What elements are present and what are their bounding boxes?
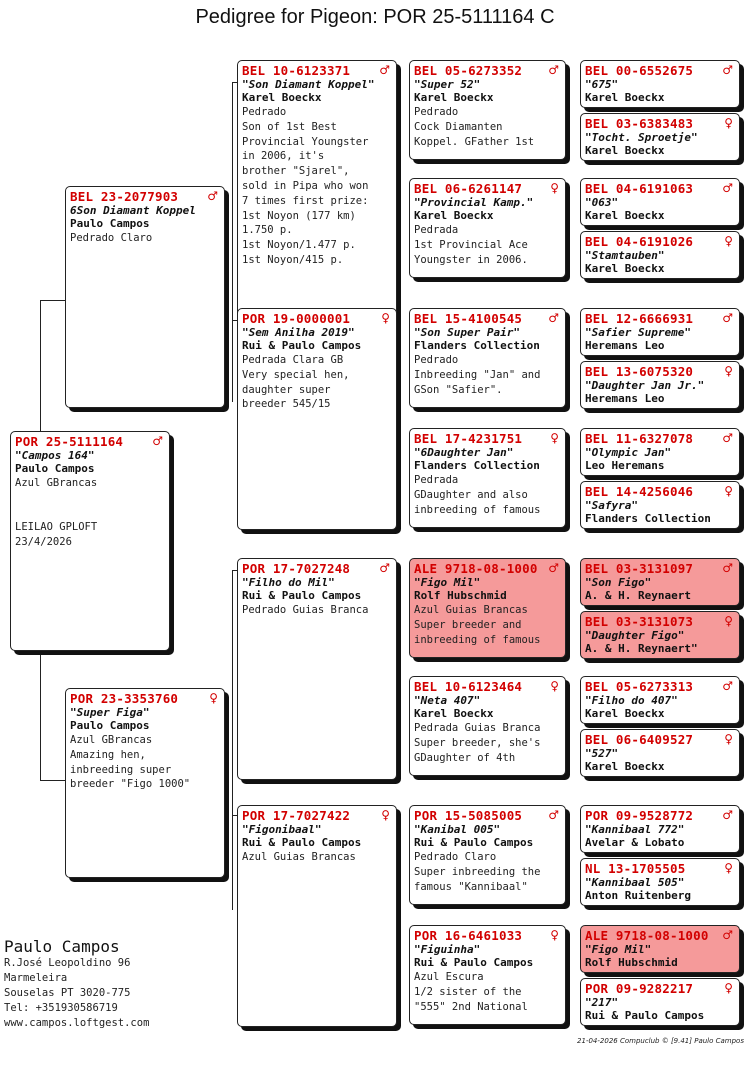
female-sex-icon: ♀ (724, 484, 733, 498)
female-sex-icon: ♀ (381, 311, 390, 325)
ring-number: ALE 9718-08-1000 (585, 928, 709, 943)
pigeon-name: "527" (585, 747, 619, 760)
pigeon-description: Pedrado Cock Diamanten Koppel. GFather 1st (414, 106, 535, 148)
pigeon-description: Pedrada Guias Branca Super breeder, she's GDaughter of 4th (414, 722, 541, 764)
connector-line (40, 300, 65, 301)
male-sex-icon: ♂ (722, 808, 733, 822)
female-sex-icon: ♀ (724, 614, 733, 628)
owner-name: Paulo Campos (70, 719, 150, 732)
pigeon-name: "Figonibaal" (242, 823, 322, 836)
ring-number: BEL 03-3131097 (585, 561, 694, 576)
owner-name: Heremans Leo (585, 339, 665, 352)
pigeon-description: Pedrada Clara GB Very special hen, daughter super breeder 545/15 (242, 354, 350, 411)
ring-number: BEL 05-6273352 (414, 63, 523, 78)
female-sex-icon: ♀ (550, 679, 559, 693)
owner-name: Flanders Collection (414, 459, 540, 472)
pedigree-card-gen4-4[interactable] (409, 558, 566, 658)
ring-number: POR 23-3353760 (70, 691, 179, 706)
pigeon-name: "217" (585, 996, 619, 1009)
female-sex-icon: ♀ (724, 364, 733, 378)
male-sex-icon: ♂ (722, 431, 733, 445)
pigeon-name: "063" (585, 196, 619, 209)
pedigree-card-gen5-1[interactable] (580, 113, 740, 161)
ring-number: POR 15-5085005 (414, 808, 523, 823)
female-sex-icon: ♀ (724, 981, 733, 995)
pigeon-name: "Sem Anilha 2019" (242, 326, 355, 339)
female-sex-icon: ♀ (724, 732, 733, 746)
pedigree-card-dam[interactable] (65, 688, 225, 878)
ring-number: POR 25-5111164 (15, 434, 124, 449)
footer-credit: 21-04-2026 Compuclub © [9.41] Paulo Campos (577, 1037, 744, 1045)
ring-number: BEL 04-6191026 (585, 234, 694, 249)
ring-number: POR 09-9282217 (585, 981, 694, 996)
sender-address-line: Souselas PT 3020-775 (4, 987, 131, 999)
pigeon-description: Azul GBrancas Amazing hen, inbreeding super breeder "Figo 1000" (70, 734, 191, 791)
pigeon-name: "Safyra" (585, 499, 638, 512)
owner-name: Karel Boeckx (585, 262, 665, 275)
male-sex-icon: ♂ (379, 63, 390, 77)
ring-number: POR 17-7027248 (242, 561, 351, 576)
owner-name: Paulo Campos (15, 462, 95, 475)
pigeon-name: "Son Figo" (585, 576, 652, 589)
owner-name: Paulo Campos (70, 217, 150, 230)
sender-phone: Tel: +351930586719 (4, 1002, 118, 1014)
pigeon-description: Pedrado Claro Super inbreeding the famous "Kannibaal" (414, 851, 541, 893)
ring-number: POR 17-7027422 (242, 808, 351, 823)
pedigree-card-subject[interactable] (10, 431, 170, 651)
pigeon-name: "Safier Supreme" (585, 326, 691, 339)
connector-line (232, 82, 233, 402)
male-sex-icon: ♂ (207, 189, 218, 203)
sender-name: Paulo Campos (4, 937, 120, 956)
pedigree-card-gen5-9[interactable] (580, 611, 740, 659)
pigeon-description: Azul Guias Brancas (242, 851, 356, 863)
ring-number: BEL 03-3131073 (585, 614, 694, 629)
pigeon-description: Pedrado Claro (70, 232, 153, 244)
pedigree-card-gen5-15[interactable] (580, 978, 740, 1026)
male-sex-icon: ♂ (722, 928, 733, 942)
pigeon-name: "Tocht. Sproetje" (585, 131, 698, 144)
female-sex-icon: ♀ (724, 116, 733, 130)
pedigree-card-sire[interactable] (65, 186, 225, 408)
connector-line (40, 780, 65, 781)
pigeon-name: "Figo Mil" (585, 943, 652, 956)
ring-number: BEL 10-6123371 (242, 63, 351, 78)
pedigree-card-gen3-1[interactable] (237, 308, 397, 530)
ring-number: POR 19-0000001 (242, 311, 351, 326)
male-sex-icon: ♂ (722, 63, 733, 77)
male-sex-icon: ♂ (152, 434, 163, 448)
ring-number: BEL 12-6666931 (585, 311, 694, 326)
owner-name: Karel Boeckx (585, 760, 665, 773)
male-sex-icon: ♂ (548, 808, 559, 822)
ring-number: ALE 9718-08-1000 (414, 561, 538, 576)
pigeon-name: "Daughter Jan Jr." (585, 379, 705, 392)
ring-number: BEL 11-6327078 (585, 431, 694, 446)
male-sex-icon: ♂ (722, 679, 733, 693)
pedigree-card-gen4-5[interactable] (409, 676, 566, 776)
connector-line (232, 570, 233, 910)
female-sex-icon: ♀ (550, 431, 559, 445)
pedigree-card-gen5-8[interactable] (580, 558, 740, 606)
owner-name: Rolf Hubschmid (585, 956, 678, 969)
owner-name: Rui & Paulo Campos (585, 1009, 705, 1022)
pigeon-description: Azul Guias Brancas Super breeder and inbreeding of famous (414, 604, 541, 646)
sender-address-line: R.José Leopoldino 96 (4, 957, 131, 969)
owner-name: Rui & Paulo Campos (414, 956, 534, 969)
female-sex-icon: ♀ (381, 808, 390, 822)
owner-name: Karel Boeckx (585, 707, 665, 720)
ring-number: BEL 17-4231751 (414, 431, 523, 446)
pigeon-description: Azul GBrancas LEILAO GPLOFT 23/4/2026 (15, 477, 98, 549)
male-sex-icon: ♂ (722, 181, 733, 195)
pigeon-name: "Filho do Mil" (242, 576, 335, 589)
owner-name: Anton Ruitenberg (585, 889, 691, 902)
pedigree-card-gen5-3[interactable] (580, 231, 740, 279)
pigeon-name: "Neta 407" (414, 694, 481, 707)
pigeon-name: 6Son Diamant Koppel (70, 204, 196, 217)
ring-number: POR 09-9528772 (585, 808, 694, 823)
female-sex-icon: ♀ (209, 691, 218, 705)
pedigree-card-gen4-0[interactable] (409, 60, 566, 160)
pedigree-card-gen5-6[interactable] (580, 428, 740, 476)
male-sex-icon: ♂ (548, 561, 559, 575)
pedigree-card-gen5-7[interactable] (580, 481, 740, 529)
pedigree-card-gen3-2[interactable] (237, 558, 397, 780)
pedigree-card-gen5-13[interactable] (580, 858, 740, 906)
pedigree-card-gen4-7[interactable] (409, 925, 566, 1025)
pigeon-description: Pedrada 1st Provincial Ace Youngster in 2006. (414, 224, 528, 266)
pedigree-card-gen5-0[interactable] (580, 60, 740, 108)
pedigree-card-gen3-3[interactable] (237, 805, 397, 1027)
pigeon-description: Pedrada GDaughter and also inbreeding of famous (414, 474, 541, 516)
pigeon-description: Pedrado Son of 1st Best Provincial Youngster in 2006, it's brother "Sjarel", sold in Pipa who won 7 times first prize: 1st Noyon (177 km) 1.750 p. 1st Noyon/1.477 p. 1st Noyon/415 p. (242, 106, 369, 266)
pedigree-card-gen5-11[interactable] (580, 729, 740, 777)
sender-block (4, 938, 149, 1031)
ring-number: BEL 06-6409527 (585, 732, 694, 747)
male-sex-icon: ♂ (722, 561, 733, 575)
ring-number: BEL 10-6123464 (414, 679, 523, 694)
pedigree-card-gen5-14[interactable] (580, 925, 740, 973)
ring-number: BEL 05-6273313 (585, 679, 694, 694)
pedigree-card-gen4-2[interactable] (409, 308, 566, 408)
owner-name: Rolf Hubschmid (414, 589, 507, 602)
pedigree-card-gen5-10[interactable] (580, 676, 740, 724)
pigeon-name: "Kannibaal 505" (585, 876, 685, 889)
owner-name: Karel Boeckx (414, 91, 494, 104)
pedigree-card-gen4-6[interactable] (409, 805, 566, 905)
male-sex-icon: ♂ (722, 311, 733, 325)
female-sex-icon: ♀ (550, 928, 559, 942)
ring-number: BEL 23-2077903 (70, 189, 179, 204)
pigeon-name: "Super Figa" (70, 706, 150, 719)
owner-name: Heremans Leo (585, 392, 665, 405)
pigeon-name: "Kanibal 005" (414, 823, 501, 836)
pigeon-name: "Figo Mil" (414, 576, 481, 589)
owner-name: A. & H. Reynaert" (585, 642, 698, 655)
pigeon-description: Pedrado Guias Branca (242, 604, 369, 616)
pigeon-name: "Stamtauben" (585, 249, 665, 262)
pedigree-card-gen5-4[interactable] (580, 308, 740, 356)
ring-number: BEL 13-6075320 (585, 364, 694, 379)
owner-name: Karel Boeckx (242, 91, 322, 104)
owner-name: Karel Boeckx (414, 707, 494, 720)
owner-name: Rui & Paulo Campos (242, 836, 362, 849)
owner-name: Rui & Paulo Campos (242, 339, 362, 352)
male-sex-icon: ♂ (548, 63, 559, 77)
owner-name: Karel Boeckx (585, 209, 665, 222)
pedigree-card-gen5-2[interactable] (580, 178, 740, 226)
owner-name: Rui & Paulo Campos (242, 589, 362, 602)
owner-name: Karel Boeckx (414, 209, 494, 222)
sender-website[interactable]: www.campos.loftgest.com (4, 1017, 150, 1029)
pedigree-card-gen4-3[interactable] (409, 428, 566, 528)
pigeon-name: "Filho do 407" (585, 694, 678, 707)
pigeon-description: Azul Escura 1/2 sister of the "555" 2nd National (414, 971, 528, 1013)
owner-name: Karel Boeckx (585, 91, 665, 104)
pedigree-card-gen4-1[interactable] (409, 178, 566, 278)
pigeon-name: "Figuinha" (414, 943, 481, 956)
owner-name: A. & H. Reynaert (585, 589, 691, 602)
sender-address-line: Marmeleira (4, 972, 68, 984)
owner-name: Karel Boeckx (585, 144, 665, 157)
pigeon-description: Pedrado Inbreeding "Jan" and GSon "Safier". (414, 354, 541, 396)
pedigree-card-gen5-12[interactable] (580, 805, 740, 853)
ring-number: POR 16-6461033 (414, 928, 523, 943)
owner-name: Flanders Collection (585, 512, 711, 525)
pigeon-name: "Son Diamant Koppel" (242, 78, 375, 91)
ring-number: BEL 14-4256046 (585, 484, 694, 499)
ring-number: BEL 00-6552675 (585, 63, 694, 78)
male-sex-icon: ♂ (548, 311, 559, 325)
female-sex-icon: ♀ (550, 181, 559, 195)
pedigree-card-gen5-5[interactable] (580, 361, 740, 409)
pigeon-name: "Olympic Jan" (585, 446, 672, 459)
ring-number: BEL 03-6383483 (585, 116, 694, 131)
ring-number: BEL 15-4100545 (414, 311, 523, 326)
pigeon-name: "Provincial Kamp." (414, 196, 534, 209)
owner-name: Avelar & Lobato (585, 836, 685, 849)
pigeon-name: "Son Super Pair" (414, 326, 520, 339)
ring-number: BEL 04-6191063 (585, 181, 694, 196)
ring-number: BEL 06-6261147 (414, 181, 523, 196)
pigeon-name: "Super 52" (414, 78, 481, 91)
owner-name: Flanders Collection (414, 339, 540, 352)
pigeon-name: "6Daughter Jan" (414, 446, 514, 459)
female-sex-icon: ♀ (724, 861, 733, 875)
owner-name: Leo Heremans (585, 459, 665, 472)
page-title: Pedigree for Pigeon: POR 25-5111164 C (195, 6, 555, 28)
owner-name: Rui & Paulo Campos (414, 836, 534, 849)
pigeon-name: "Daughter Figo" (585, 629, 685, 642)
female-sex-icon: ♀ (724, 234, 733, 248)
pigeon-name: "675" (585, 78, 619, 91)
pigeon-name: "Kannibaal 772" (585, 823, 685, 836)
pigeon-name: "Campos 164" (15, 449, 95, 462)
male-sex-icon: ♂ (379, 561, 390, 575)
ring-number: NL 13-1705505 (585, 861, 686, 876)
